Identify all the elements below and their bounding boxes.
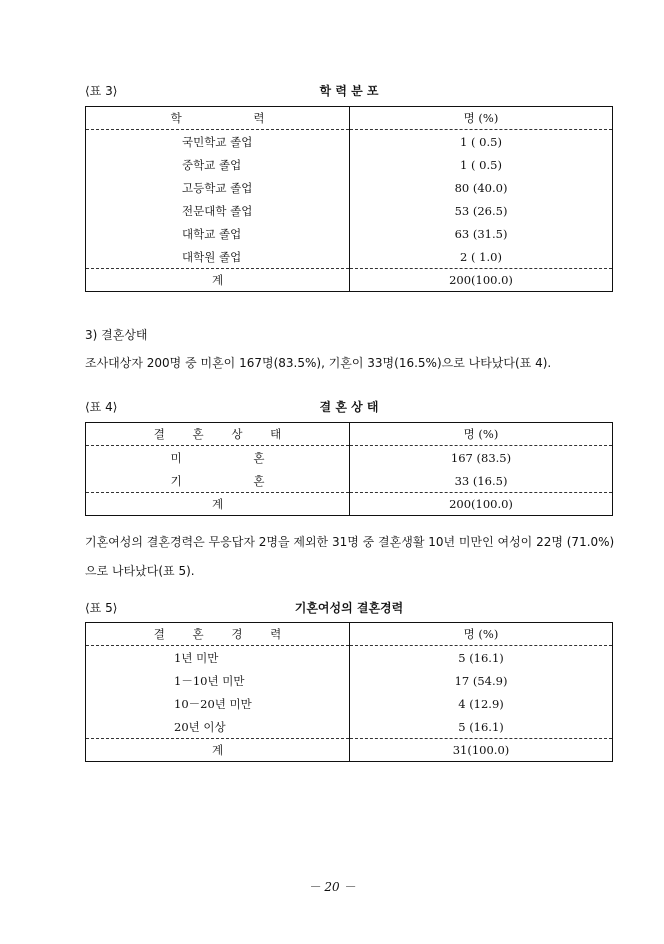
table4-header-row	[86, 423, 613, 446]
table4-total-label: 계	[86, 493, 350, 516]
table3-row-value: 1 ( 0.5)	[460, 134, 502, 149]
table3-row-label: 국민학교 졸업	[86, 130, 350, 154]
table5-total-row	[86, 739, 613, 762]
table5-row-value: 5 (16.1)	[458, 650, 504, 665]
table5	[85, 622, 613, 762]
table5-header-row	[86, 623, 613, 646]
section-paragraph: 조사대상자 200명 중 미혼이 167명(83.5%), 기혼이 33명(16.5%)으로 나타났다(표 4).	[85, 356, 552, 370]
table3-row-label: 중학교 졸업	[86, 153, 350, 176]
table3-row-value: 53 (26.5)	[454, 203, 508, 218]
table-row	[86, 646, 613, 670]
table4-total-row	[86, 493, 613, 516]
paragraph-2: 기혼여성의 결혼경력은 무응답자 2명을 제외한 31명 중 결혼생활 10년 미만인 여성이 22명 (71.0%)으로 나타났다(표 5).	[85, 535, 615, 578]
table3-label: ⟨표 3⟩	[85, 84, 118, 98]
table4-row-value: 33 (16.5)	[454, 473, 508, 488]
table3-total-label: 계	[86, 269, 350, 292]
table3-row-value: 2 ( 1.0)	[460, 249, 502, 264]
table3-row-label: 고등학교 졸업	[86, 176, 350, 199]
table5-caption	[85, 599, 613, 617]
table-row	[86, 199, 613, 222]
section-heading: 3) 결혼상태	[85, 328, 148, 342]
table5-label: ⟨표 5⟩	[85, 601, 118, 615]
table4	[85, 422, 613, 516]
page-number: － 20 －	[308, 880, 356, 894]
table4-caption	[85, 398, 613, 416]
table3-col-value: 명 (%)	[350, 107, 613, 130]
table5-row-value: 4 (12.9)	[458, 696, 504, 711]
table5-row-value: 5 (16.1)	[458, 719, 504, 734]
table3-row-value: 63 (31.5)	[454, 226, 508, 241]
table3-row-label: 전문대학 졸업	[86, 199, 350, 222]
table3-row-label: 대학교 졸업	[86, 222, 350, 245]
table3-caption	[85, 82, 613, 100]
table-row	[86, 715, 613, 739]
table5-col-value: 명 (%)	[350, 623, 613, 646]
table5-row-label: 10－20년 미만	[86, 692, 350, 715]
table4-col-label: 결 혼 상 태	[86, 423, 350, 446]
table5-total-label: 계	[86, 739, 350, 762]
table4-label: ⟨표 4⟩	[85, 400, 118, 414]
table5-col-label: 결 혼 경 력	[86, 623, 350, 646]
table5-row-value: 17 (54.9)	[454, 673, 508, 688]
table4-title: 결 혼 상 태	[319, 400, 379, 414]
table-row	[86, 176, 613, 199]
table5-title: 기혼여성의 결혼경력	[294, 601, 404, 615]
table3-header-row	[86, 107, 613, 130]
table-row	[86, 446, 613, 470]
table-row	[86, 469, 613, 493]
table4-row-label: 미 혼	[86, 446, 350, 470]
table5-row-label: 1년 미만	[86, 646, 350, 670]
table3-row-value: 1 ( 0.5)	[460, 157, 502, 172]
table-row	[86, 692, 613, 715]
table-row	[86, 153, 613, 176]
table5-row-label: 20년 이상	[86, 715, 350, 739]
table-row	[86, 222, 613, 245]
table3-total-value: 200(100.0)	[350, 269, 613, 292]
table4-row-label: 기 혼	[86, 469, 350, 493]
table5-total-value: 31(100.0)	[350, 739, 613, 762]
table-row	[86, 245, 613, 269]
table-row	[86, 130, 613, 154]
table3-col-label: 학 력	[86, 107, 350, 130]
table3-title: 학 력 분 포	[319, 84, 379, 98]
table3-row-value: 80 (40.0)	[454, 180, 508, 195]
table5-row-label: 1－10년 미만	[86, 669, 350, 692]
table-row	[86, 669, 613, 692]
table4-col-value: 명 (%)	[350, 423, 613, 446]
table4-row-value: 167 (83.5)	[450, 450, 512, 465]
table3-total-row	[86, 269, 613, 292]
table3	[85, 106, 613, 292]
table4-total-value: 200(100.0)	[350, 493, 613, 516]
table3-row-label: 대학원 졸업	[86, 245, 350, 269]
